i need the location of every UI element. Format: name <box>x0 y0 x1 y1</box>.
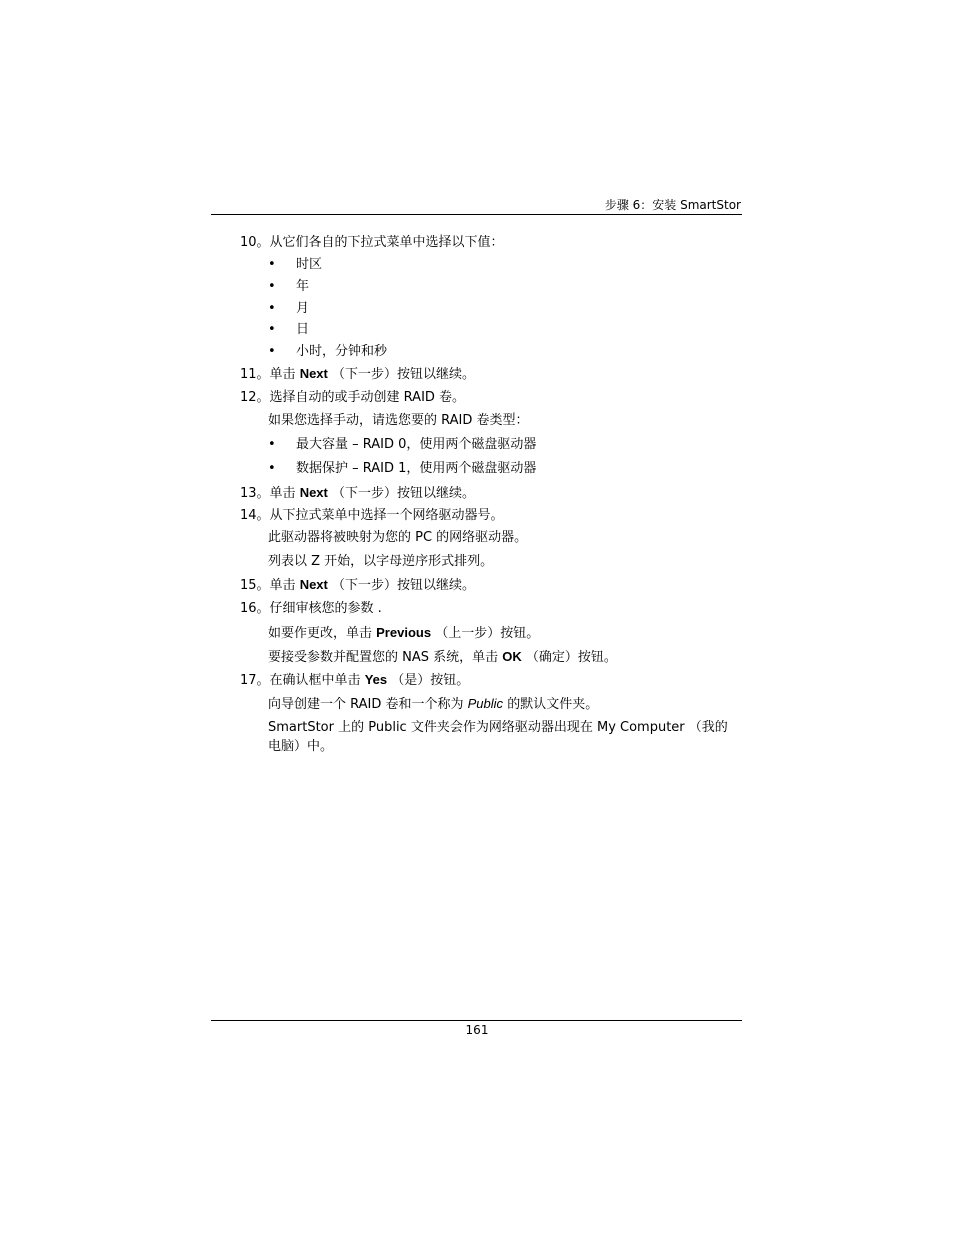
bullet-icon: • <box>268 279 276 294</box>
step-14: 14。从下拉式菜单中选择一个网络驱动器号。 <box>240 508 504 523</box>
list-item: 年 <box>296 279 310 294</box>
step-11: 11。单击 Next （下一步）按钮以继续。 <box>240 366 476 382</box>
step-16-note-1: 如要作更改，单击 Previous （上一步）按钮。 <box>268 625 540 641</box>
bullet-icon: • <box>268 301 276 316</box>
bullet-icon: • <box>268 257 276 272</box>
header-rule <box>211 214 742 215</box>
footer-rule <box>211 1020 742 1021</box>
step-10: 10。从它们各自的下拉式菜单中选择以下值： <box>240 235 504 250</box>
list-item: 时区 <box>296 257 323 272</box>
bullet-icon: • <box>268 461 276 476</box>
step-14-note-2: 列表以 Z 开始，以字母逆序形式排列。 <box>268 554 494 569</box>
step-17-note-1: 向导创建一个 RAID 卷和一个称为 Public 的默认文件夹。 <box>268 696 599 712</box>
step-17-note-2-line-1: SmartStor 上的 Public 文件夹会作为网络驱动器出现在 My Computer （我的 <box>268 720 728 735</box>
step-17-note-2-line-2: 电脑）中。 <box>268 739 334 754</box>
step-17: 17。在确认框中单击 Yes （是）按钮。 <box>240 672 470 688</box>
bullet-icon: • <box>268 322 276 337</box>
bullet-icon: • <box>268 344 276 359</box>
step-13: 13。单击 Next （下一步）按钮以继续。 <box>240 485 476 501</box>
step-12-note: 如果您选择手动，请选您要的 RAID 卷类型： <box>268 413 529 428</box>
step-14-note-1: 此驱动器将被映射为您的 PC 的网络驱动器。 <box>268 530 528 545</box>
step-12: 12。选择自动的或手动创建 RAID 卷。 <box>240 390 466 405</box>
step-16-note-2: 要接受参数并配置您的 NAS 系统，单击 OK （确定）按钮。 <box>268 649 617 665</box>
list-item: 月 <box>296 301 310 316</box>
running-header: 步骤 6：安装 SmartStor <box>604 198 741 212</box>
step-15: 15。单击 Next （下一步）按钮以继续。 <box>240 577 476 593</box>
bullet-icon: • <box>268 437 276 452</box>
step-16: 16。仔细审核您的参数 . <box>240 601 382 616</box>
list-item: 日 <box>296 322 310 337</box>
page-number: 161 <box>465 1023 489 1037</box>
list-item: 小时，分钟和秒 <box>296 344 388 359</box>
list-item: 数据保护 – RAID 1，使用两个磁盘驱动器 <box>296 461 537 476</box>
list-item: 最大容量 – RAID 0，使用两个磁盘驱动器 <box>296 437 537 452</box>
